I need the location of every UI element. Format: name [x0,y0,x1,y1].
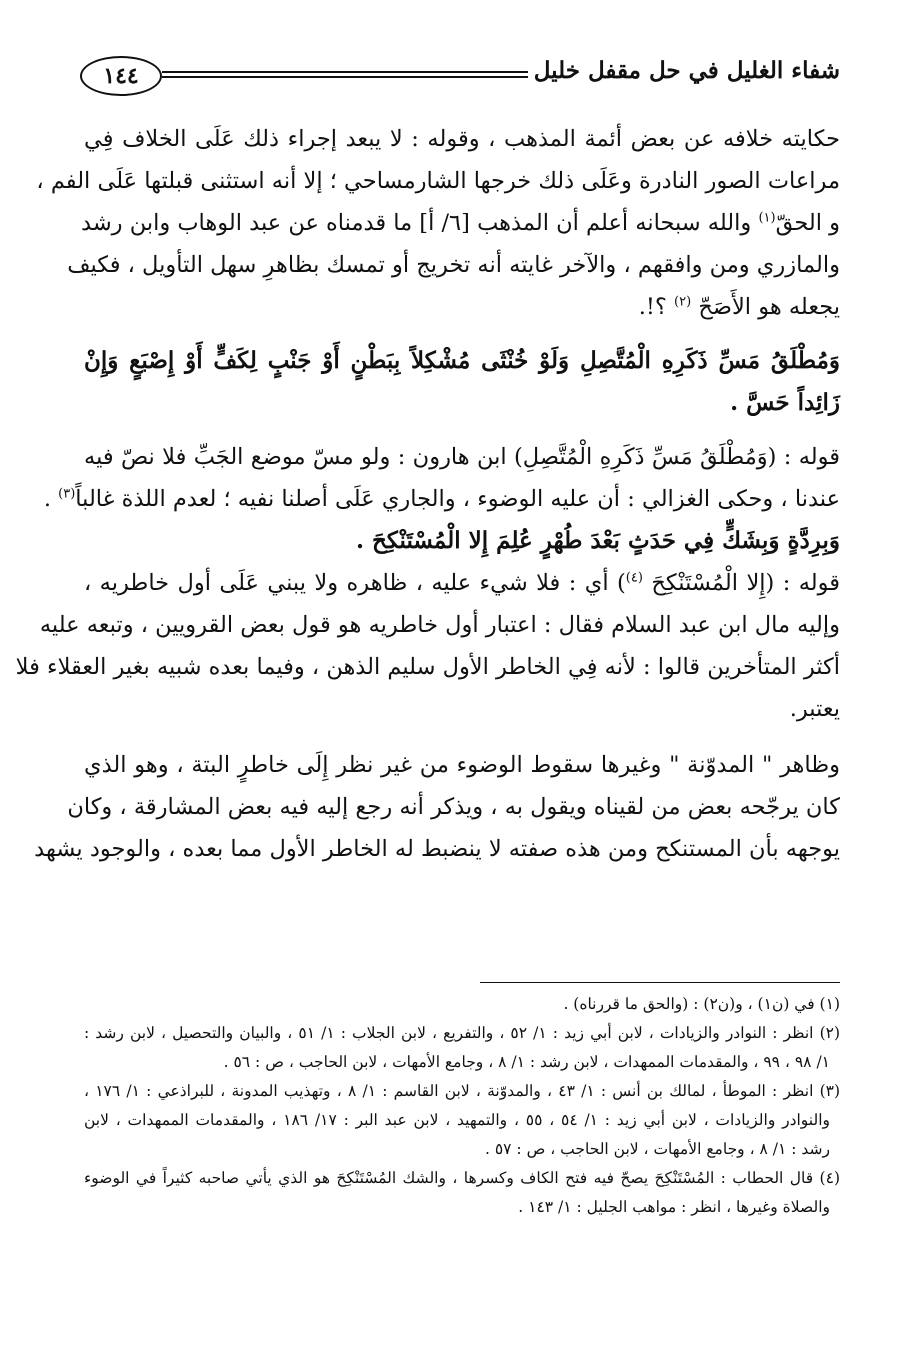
footnote-ref-3: (٣) [58,486,76,502]
spacer [84,424,840,436]
page-header [80,56,840,96]
spacer [84,328,840,340]
text-line: حكايته خلافه عن بعض أئمة المذهب ، وقوله : لا يبعد إجراء ذلك عَلَى الخلاف فِي [84,126,840,152]
footnote-line: (٢) انظر : النوادر والزيادات ، لابن أبي زيد : ١/ ٥٢ ، والتفريع ، لابن الجلاب : ١/ ٥١ ، والبيان والتحصيل ، لابن رشد : [84,1024,841,1042]
text-line: كان يرجّحه بعض من لقيناه ويقول به ، ويذكر أنه رجع إليه فيه بعض المشارقة ، وكان [67,794,840,820]
footnote-line: والصلاة وغيرها ، انظر : مواهب الجليل : ١/ ١٤٣ . [518,1198,830,1216]
text-fragment: ) أي : فلا شيء عليه ، ظاهره ولا يبني عَلَى أول خاطريه ، [84,570,626,596]
footnotes [84,990,840,1222]
text-fragment: ؟!. [638,294,667,320]
footnote-ref-1: (١) [758,210,776,226]
text-line [84,286,840,328]
footnote-line: ١/ ٩٨ ، ٩٩ ، والمقدمات الممهدات ، لابن رشد : ١/ ٨ ، وجامع الأمهات ، لابن الحاجب ، ص : ٥٦ . [223,1053,830,1071]
footnote-separator [480,982,840,983]
text-line [43,478,840,520]
text-line [84,562,840,604]
footnote-line: (٤) قال الحطاب : المُسْتَنْكِحَ يصحّ فيه فتح الكاف وكسرها ، والشك المُسْتَنْكِحَ هو الذي يأتي صاحبه كثيراً في الوضوء [84,1169,840,1187]
matn-line: زَائِداً حَسَّ . [730,389,840,416]
text-line: يعتبر. [789,696,840,722]
text-line: يوجهه بأن المستنكح ومن هذه صفته لا ينضبط له الخاطر الأول مما بعده ، والوجود يشهد [34,836,840,862]
text-line: وإليه مال ابن عبد السلام فقال : اعتبار أول خاطريه هو قول بعض القرويين ، وتبعه عليه [39,612,840,638]
main-text [15,118,841,870]
text-fragment: و الحقّ [775,210,840,236]
text-fragment: . [43,486,51,512]
text-line: قوله : (وَمُطْلَقُ مَسِّ ذَكَرِهِ الْمُتَّصِلِ) ابن هارون : ولو مسّ موضع الجَبِّ فلا نصّ فيه [84,444,840,470]
text-line: والمازري ومن وافقهم ، والآخر غايته أنه تخريج أو تمسك بظاهرِ سهل التأويل ، فكيف [67,252,840,278]
footnote-line: (٣) انظر : الموطأ ، لمالك بن أنس : ١/ ٤٣ ، والمدوّنة ، لابن القاسم : ١/ ٨ ، وتهذيب المدونة ، للبراذعي : ١/ ١٧٦ ، [84,1082,841,1100]
text-line [81,202,840,244]
text-line: وظاهر " المدوّنة " وغيرها سقوط الوضوء من غير نظر إِلَى خاطرٍ البتة ، وهو الذي [84,752,840,778]
text-fragment: يجعله هو الأَصَحّ [698,294,840,320]
page-number: ١٤٤ [80,56,162,96]
text-line: مراعات الصور النادرة وعَلَى ذلك خرجها الشارمساحي ؛ إلا أنه استثنى قبلتها عَلَى الفم ، [36,168,840,194]
text-line: أكثر المتأخرين قالوا : لأنه فِي الخاطر الأول سليم الذهن ، وفيما بعده شبيه بغير العقلاء فلا [15,654,840,680]
matn-line: وَمُطْلَقُ مَسِّ ذَكَرِهِ الْمُتَّصِلِ وَلَوْ خُنْثَى مُشْكِلاً بِبَطْنٍ أَوْ جَنْبٍ لِكَفٍّ أَوْ إِصْبَعٍ وَإِنْ [84,347,840,374]
text-fragment: قوله : (إِلا الْمُسْتَنْكِحَ [651,570,841,596]
text-fragment: والله سبحانه أعلم أن المذهب [٦/ أ] ما قدمناه عن عبد الوهاب وابن رشد [81,210,752,236]
spacer [84,730,840,744]
header-rule [162,71,528,78]
footnote-line: (١) في (ن١) ، و(ن٢) : (والحق ما قررناه) . [563,995,840,1013]
footnote-line: رشد : ١/ ٨ ، وجامع الأمهات ، لابن الحاجب ، ص : ٥٧ . [484,1140,830,1158]
matn-line: وَبِرِدَّةٍ وَبِشَكٍّ فِي حَدَثٍ بَعْدَ طُهْرٍ عُلِمَ إِلا الْمُسْتَنْكِحَ . [355,527,840,554]
text-fragment: عندنا ، وحكى الغزالي : أن عليه الوضوء ، والجاري عَلَى أصلنا نفيه ؛ لعدم اللذة غالباً [75,486,840,512]
footnote-line: والنوادر والزيادات ، لابن أبي زيد : ١/ ٥٤ ، ٥٥ ، والتمهيد ، لابن عبد البر : ١٧/ ١٨٦ ، والمقدمات الممهدات ، لابن [84,1111,830,1129]
footnote-ref-4: (٤) [625,570,643,586]
footnote-ref-2: (٢) [674,294,692,310]
running-title: شفاء الغليل في حل مقفل خليل [533,57,840,84]
